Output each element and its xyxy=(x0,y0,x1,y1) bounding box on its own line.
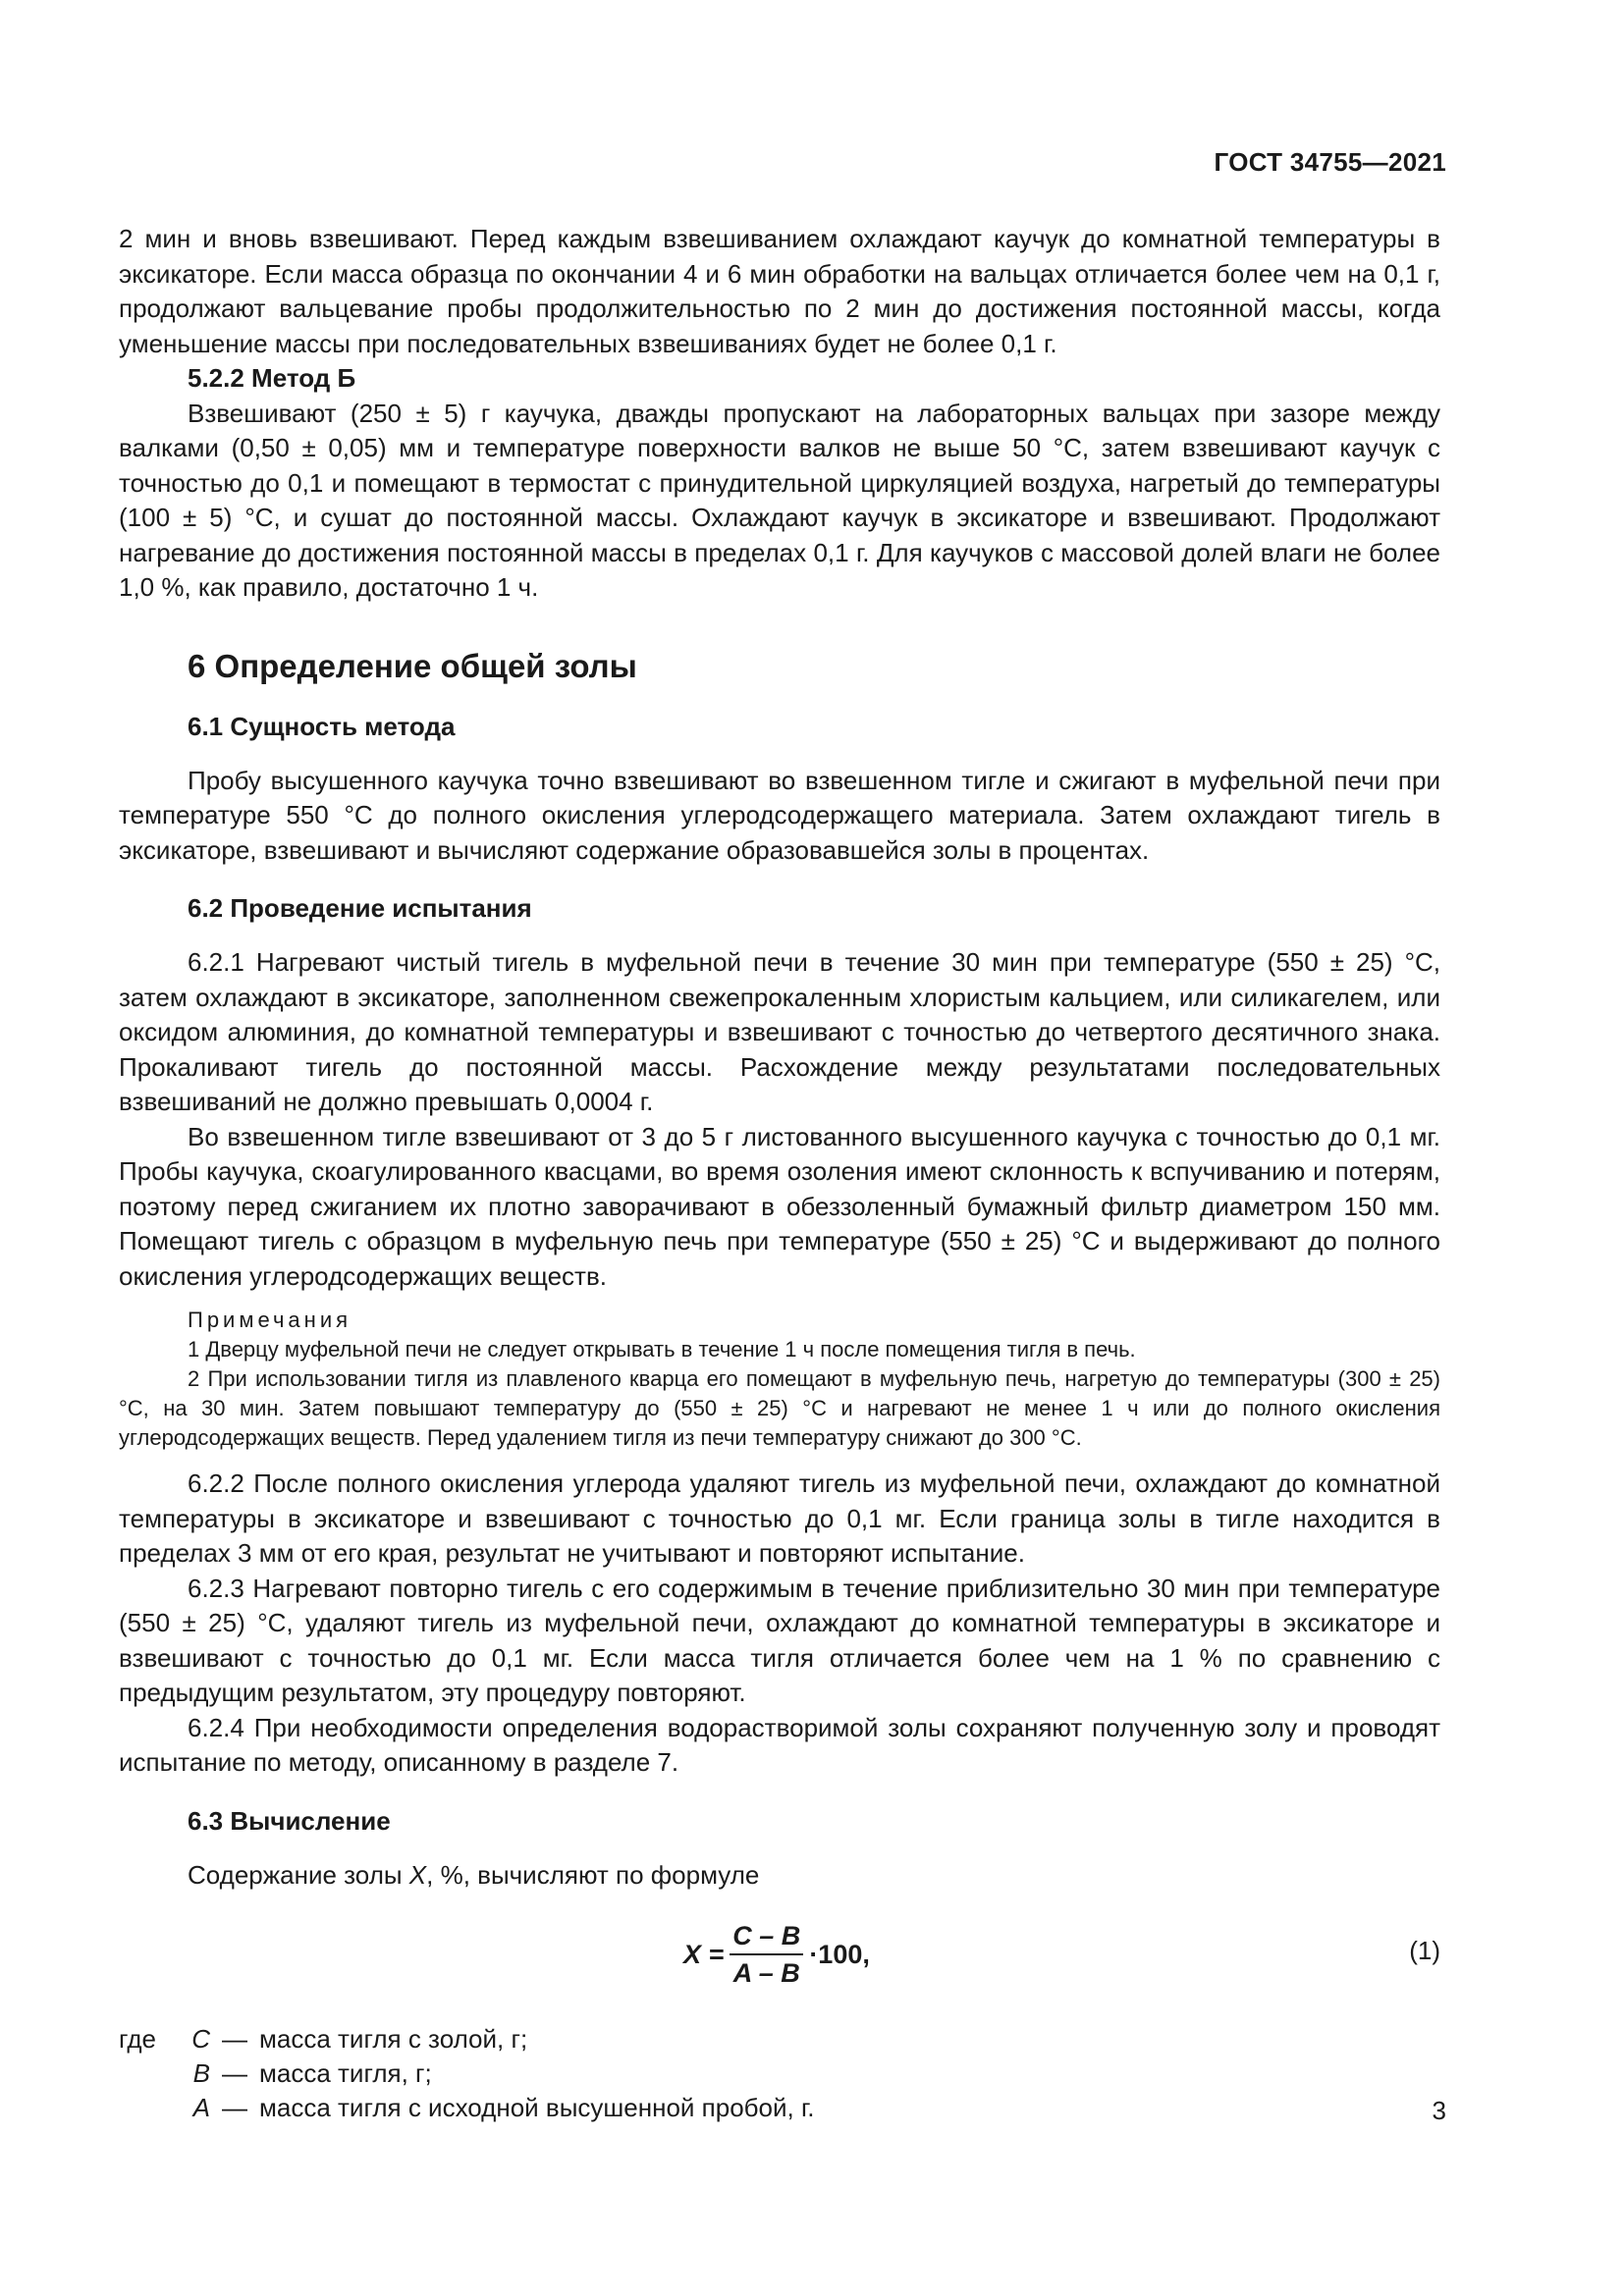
formula-row xyxy=(119,1912,1440,1997)
formula-multiplier: ·100, xyxy=(809,1939,870,1969)
formula-lhs: X = xyxy=(683,1939,725,1969)
note-2: 2 При использовании тигля из плавленого кварца его помещают в муфельную печь, нагретую до температуры (300 ± 25) °С, на 30 мин. Затем повышают температуру до (550 ± 25) °С и нагревают не менее 1 ч или до полного окисления углеродсодержащих веществ. Перед удалением тигля из печи температуру снижают до 300 °С. xyxy=(119,1366,1440,1450)
equation-number: (1) xyxy=(1409,1936,1440,1965)
note-1: 1 Дверцу муфельной печи не следует открывать в течение 1 ч после помещения тигля в печь. xyxy=(188,1337,1136,1362)
paragraph-6-2-1: 6.2.1 Нагревают чистый тигель в муфельной печи в течение 30 мин при температуре (550 ± 25) °С, затем охлаждают в эксикаторе, заполненном свежепрокаленным хлористым кальцием, или силикагелем, или оксидом алюминия, до комнатной температуры и взвешивают с точностью до четвертого десятичного знака. Прокаливают тигель до постоянной массы. Расхождение между результатами последовательных взвешиваний не должно превышать 0,0004 г. xyxy=(119,947,1440,1116)
variable-x: X xyxy=(408,1859,427,1890)
notes-heading: Примечания xyxy=(188,1308,352,1332)
formula-denominator: A – B xyxy=(732,1958,800,1988)
ash-formula xyxy=(683,1912,870,1997)
formula-numerator: C – B xyxy=(730,1921,803,1955)
page-content xyxy=(119,222,1440,2125)
subsection-title-5-2-2: 5.2.2 Метод Б xyxy=(188,363,356,393)
paragraph-6-2-1-continued: Во взвешенном тигле взвешивают от 3 до 5 г листованного высушенного каучука с точностью до 0,1 мг. Пробы каучука, скоагулированного квасцами, во время озоления имеют склонность к вспучиванию и потерям, поэтому перед сжиганием их плотно заворачивают в обеззоленный бумажный фильтр диаметром 150 мм. Помещают тигель с образцом в муфельную печь при температуре (550 ± 25) °С и выдерживают до полного окисления углеродсодержащих веществ. xyxy=(119,1121,1440,1291)
paragraph-6-1: Пробу высушенного каучука точно взвешивают во взвешенном тигле и сжигают в муфельной печи при температуре 550 °С до полного окисления углеродсодержащего материала. Затем охлаждают тигель в эксикаторе, взвешивают и вычисляют содержание образовавшейся золы в процентах. xyxy=(119,765,1440,865)
document-header: ГОСТ 34755—2021 xyxy=(1214,147,1446,177)
paragraph-5-2-2: Взвешивают (250 ± 5) г каучука, дважды пропускают на лабораторных вальцах при зазоре между валками (0,50 ± 0,05) мм и температуре поверхности валков не выше 50 °С, затем взвешивают каучук с точностью до 0,1 и помещают в термостат с принудительной циркуляцией воздуха, нагретый до температуры (100 ± 5) °С, и сушат до постоянной массы. Охлаждают каучук в эксикаторе и взвешивают. Продолжают нагревание до достижения постоянной массы в пределах 0,1 г. Для каучуков с массовой долей влаги не более 1,0 %, как правило, достаточно 1 ч. xyxy=(119,398,1440,602)
formula-intro: Содержание золы X, %, вычисляют по формуле xyxy=(188,1859,760,1890)
section-title-6: 6 Определение общей золы xyxy=(188,647,637,684)
paragraph-6-2-2: 6.2.2 После полного окисления углерода удаляют тигель из муфельной печи, охлаждают до комнатной температуры в эксикаторе и взвешивают с точностью до 0,1 мг. Если граница золы в тигле находится в пределах 3 мм от его края, результат не учитывают и повторяют испытание. xyxy=(119,1468,1440,1568)
subsection-title-6-2: 6.2 Проведение испытания xyxy=(188,893,532,923)
formula-fraction xyxy=(730,1921,803,1988)
continuation-paragraph: 2 мин и вновь взвешивают. Перед каждым взвешиванием охлаждают каучук до комнатной температуры в эксикаторе. Если масса образца по окончании 4 и 6 мин обработки на вальцах отличается более чем на 0,1 г, продолжают вальцевание пробы продолжительностью по 2 мин до достижения постоянной массы, когда уменьшение массы при последовательных взвешиваниях будет не более 0,1 г. xyxy=(119,224,1440,358)
definition-row: A — масса тигля с исходной высушенной пробой, г. xyxy=(192,2093,815,2122)
notes-block xyxy=(119,1306,1440,1453)
subsection-title-6-3: 6.3 Вычисление xyxy=(188,1805,391,1836)
definition-row: B — масса тигля, г; xyxy=(192,2058,432,2088)
definition-row: где C — масса тигля с золой, г; xyxy=(119,2024,528,2054)
paragraph-6-2-4: 6.2.4 При необходимости определения водорастворимой золы сохраняют полученную золу и проводят испытание по методу, описанному в разделе 7. xyxy=(119,1712,1440,1777)
variable-definitions xyxy=(119,2022,1440,2125)
paragraph-6-2-3: 6.2.3 Нагревают повторно тигель с его содержимым в течение приблизительно 30 мин при температуре (550 ± 25) °С, удаляют тигель из муфельной печи, охлаждают до комнатной температуры в эксикаторе и взвешивают с точностью до 0,1 мг. Если масса тигля отличается более чем на 1 % по сравнению с предыдущим результатом, эту процедуру повторяют. xyxy=(119,1573,1440,1707)
subsection-title-6-1: 6.1 Сущность метода xyxy=(188,711,456,741)
page-number: 3 xyxy=(1432,2096,1446,2125)
